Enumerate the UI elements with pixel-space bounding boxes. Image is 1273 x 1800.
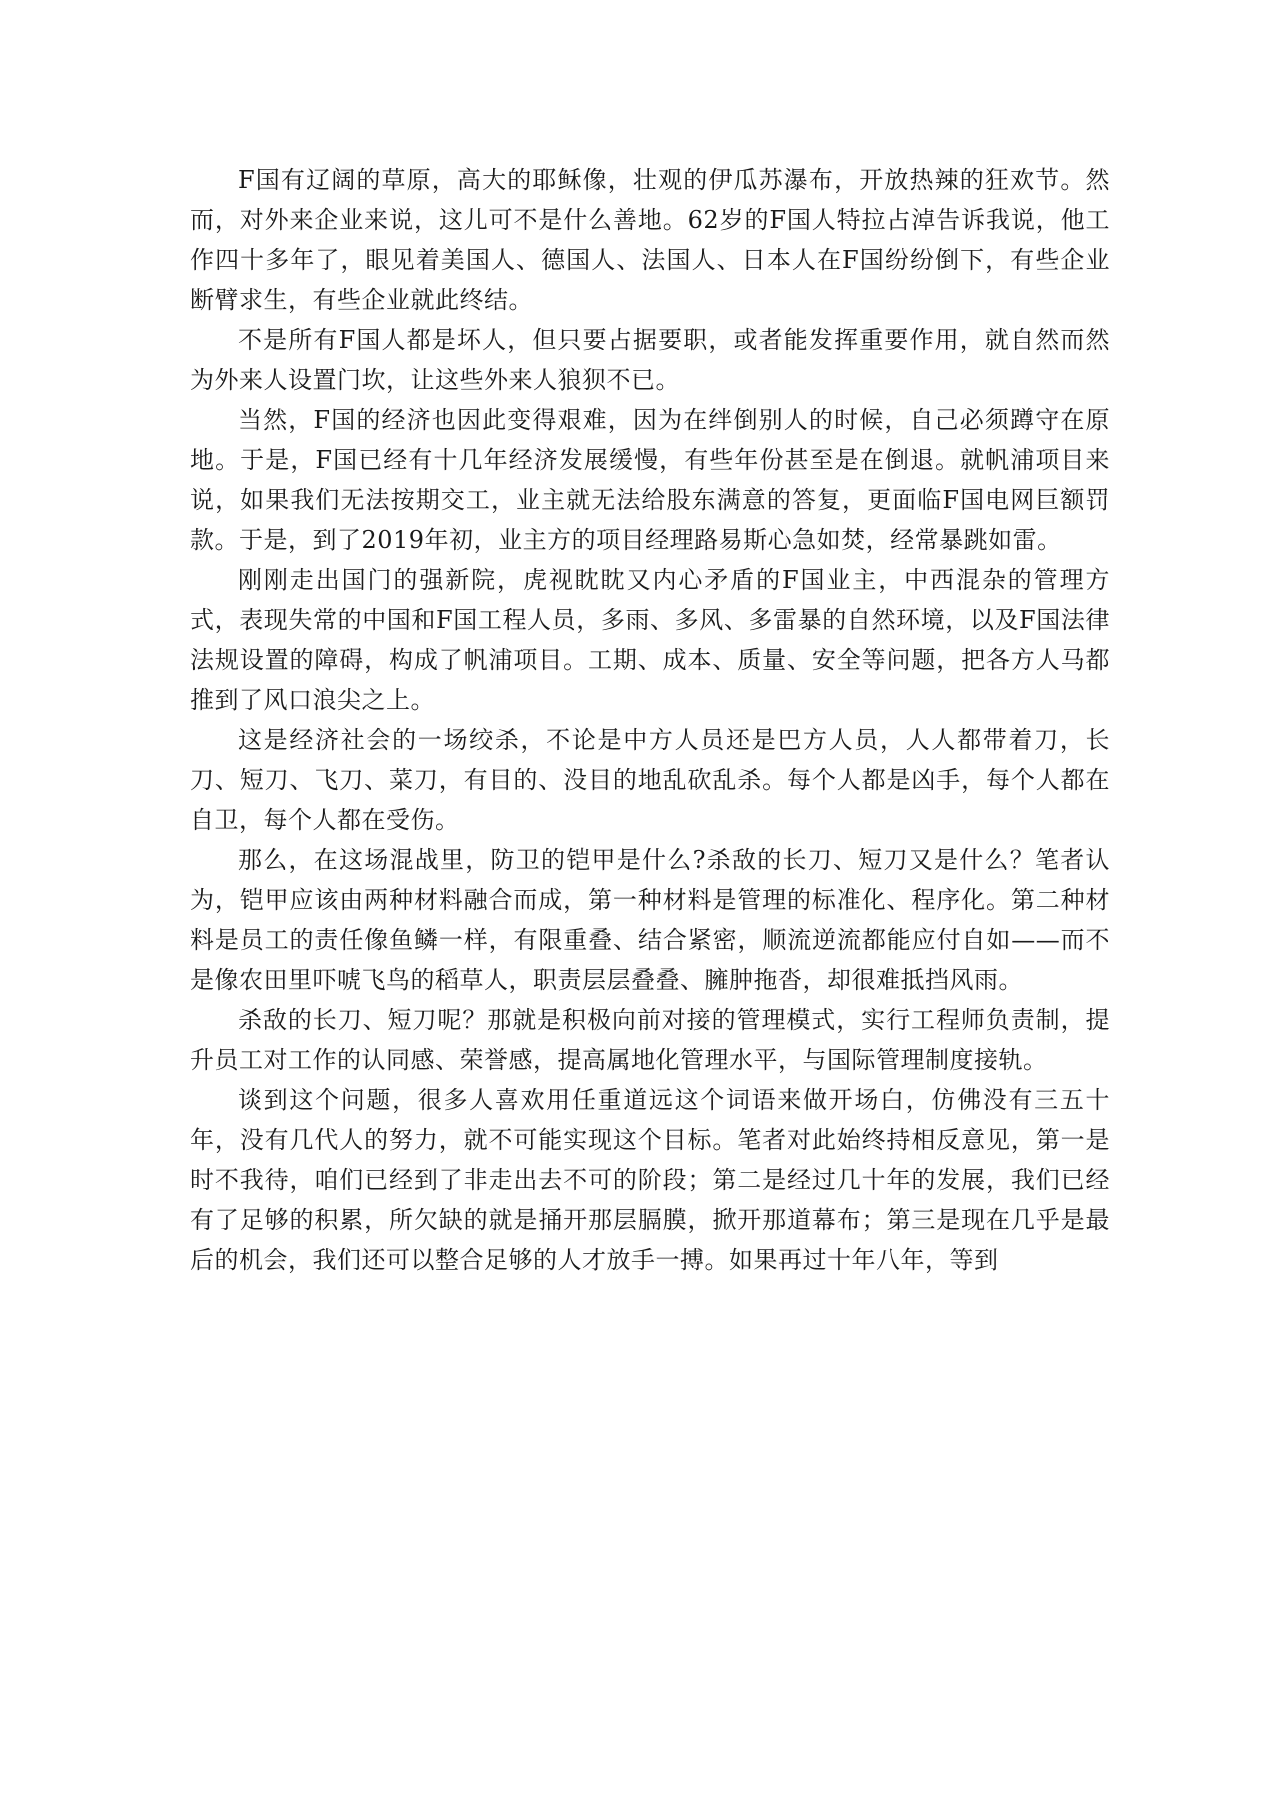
paragraph: F国有辽阔的草原，高大的耶稣像，壮观的伊瓜苏瀑布，开放热辣的狂欢节。然而，对外来企业来说，这儿可不是什么善地。62岁的F国人特拉占淖告诉我说，他工作四十多年了，眼见着美国人、德国人、法国人、日本人在F国纷纷倒下，有些企业断臂求生，有些企业就此终结。 [190, 166, 1110, 314]
article-body [190, 160, 1110, 1280]
paragraph: 不是所有F国人都是坏人，但只要占据要职，或者能发挥重要作用，就自然而然为外来人设置门坎，让这些外来人狼狈不已。 [190, 326, 1110, 394]
paragraph: 杀敌的长刀、短刀呢？那就是积极向前对接的管理模式，实行工程师负责制，提升员工对工作的认同感、荣誉感，提高属地化管理水平，与国际管理制度接轨。 [190, 1006, 1110, 1074]
paragraph: 当然，F国的经济也因此变得艰难，因为在绊倒别人的时候，自己必须蹲守在原地。于是，F国已经有十几年经济发展缓慢，有些年份甚至是在倒退。就帆浦项目来说，如果我们无法按期交工，业主就无法给股东满意的答复，更面临F国电网巨额罚款。于是，到了2019年初，业主方的项目经理路易斯心急如焚，经常暴跳如雷。 [190, 406, 1110, 554]
paragraph: 刚刚走出国门的强新院，虎视眈眈又内心矛盾的F国业主，中西混杂的管理方式，表现失常的中国和F国工程人员，多雨、多风、多雷暴的自然环境，以及F国法律法规设置的障碍，构成了帆浦项目。工期、成本、质量、安全等问题，把各方人马都推到了风口浪尖之上。 [190, 566, 1110, 714]
paragraph: 谈到这个问题，很多人喜欢用任重道远这个词语来做开场白，仿佛没有三五十年，没有几代人的努力，就不可能实现这个目标。笔者对此始终持相反意见，第一是时不我待，咱们已经到了非走出去不可的阶段；第二是经过几十年的发展，我们已经有了足够的积累，所欠缺的就是捅开那层膈膜，掀开那道幕布；第三是现在几乎是最后的机会，我们还可以整合足够的人才放手一搏。如果再过十年八年，等到 [190, 1086, 1110, 1274]
paragraph: 这是经济社会的一场绞杀，不论是中方人员还是巴方人员，人人都带着刀，长刀、短刀、飞刀、菜刀，有目的、没目的地乱砍乱杀。每个人都是凶手，每个人都在自卫，每个人都在受伤。 [190, 726, 1110, 834]
paragraph: 那么，在这场混战里，防卫的铠甲是什么?杀敌的长刀、短刀又是什么？笔者认为，铠甲应该由两种材料融合而成，第一种材料是管理的标准化、程序化。第二种材料是员工的责任像鱼鳞一样，有限重叠、结合紧密，顺流逆流都能应付自如——而不是像农田里吓唬飞鸟的稻草人，职责层层叠叠、臃肿拖沓，却很难抵挡风雨。 [190, 846, 1110, 994]
